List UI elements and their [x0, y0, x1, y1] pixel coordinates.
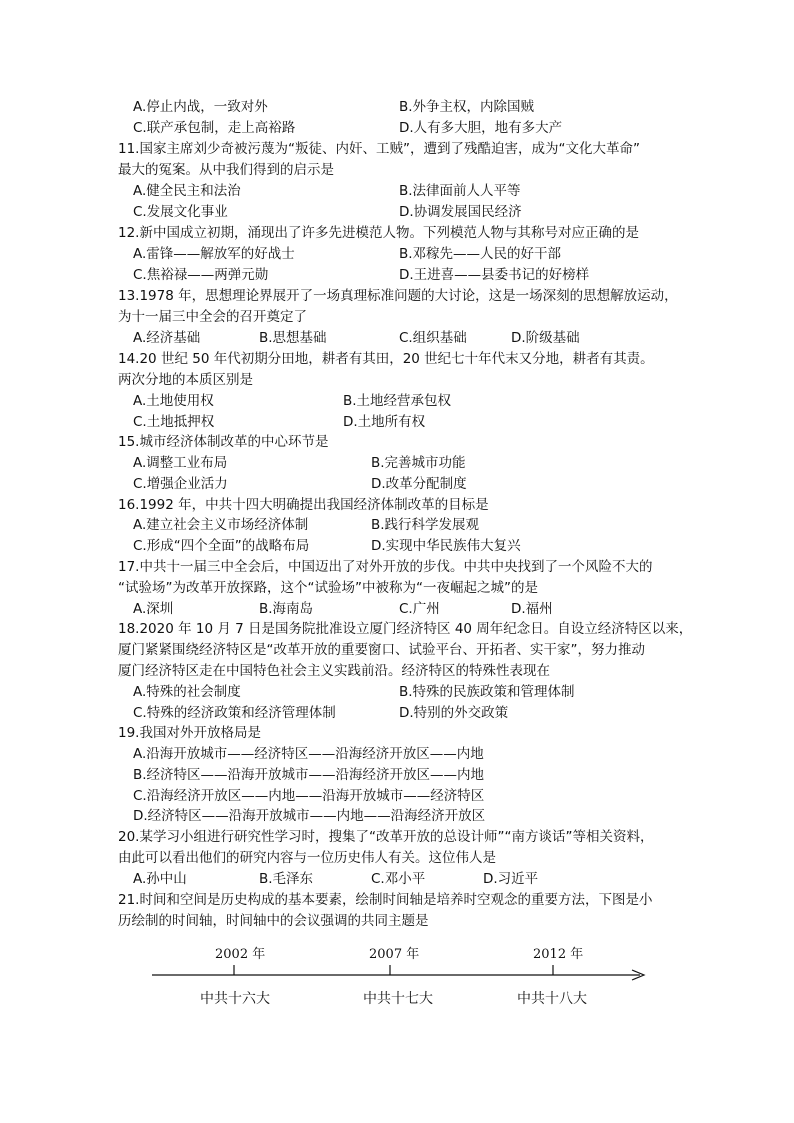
q16-stem-line-1: 16.1992 年，中共十四大明确提出我国经济体制改革的目标是 [118, 497, 489, 513]
q14-option-d: D.土地所有权 [343, 414, 426, 430]
q15-option-b: B.完善城市功能 [371, 455, 466, 471]
q18-option-b: B.特殊的民族政策和管理体制 [399, 684, 575, 700]
q19-option-a: A.沿海开放城市——经济特区——沿海经济开放区——内地 [133, 746, 484, 762]
q14-stem-line-1: 14.20 世纪 50 年代初期分田地，耕者有其田，20 世纪七十年代末又分地，耕者有其责。 [118, 351, 654, 367]
q11-option-a: A.健全民主和法治 [133, 183, 241, 199]
q18-option-c: C.特殊的经济政策和经济管理体制 [133, 705, 336, 721]
q18-option-a: A.特殊的社会制度 [133, 684, 241, 700]
q18-stem-line-3: 厦门经济特区走在中国特色社会主义实践前沿。经济特区的特殊性表现在 [118, 663, 550, 679]
q21-stem-line-2: 历绘制的时间轴，时间轴中的会议强调的共同主题是 [118, 913, 429, 929]
q11-stem-line-1: 11.国家主席刘少奇被污蔑为“叛徒、内奸、工贼”，遭到了残酷迫害，成为“文化大革命” [118, 141, 640, 157]
q19-stem-line-1: 19.我国对外开放格局是 [118, 725, 261, 741]
timeline-year-2002: 2002 年 [215, 947, 266, 962]
q16-option-b: B.践行科学发展观 [371, 517, 480, 533]
timeline-event-17th-congress: 中共十七大 [363, 991, 433, 1007]
q10-option-d: D.人有多大胆，地有多大产 [399, 120, 563, 136]
q12-stem-line-1: 12.新中国成立初期，涌现出了许多先进模范人物。下列模范人物与其称号对应正确的是 [118, 225, 639, 241]
q14-option-a: A.土地使用权 [133, 393, 214, 409]
q16-option-a: A.建立社会主义市场经济体制 [133, 517, 309, 533]
timeline-year-2007: 2007 年 [369, 947, 420, 962]
timeline-event-16th-congress: 中共十六大 [200, 991, 270, 1007]
q16-option-d: D.实现中华民族伟大复兴 [371, 538, 521, 554]
q17-option-b: B.海南岛 [259, 601, 314, 617]
q11-stem-line-2: 最大的冤案。从中我们得到的启示是 [118, 162, 334, 178]
q15-option-c: C.增强企业活力 [133, 476, 228, 492]
q13-stem-line-1: 13.1978 年，思想理论界展开了一场真理标准问题的大讨论，这是一场深刻的思想解放运动， [118, 288, 678, 304]
q11-option-d: D.协调发展国民经济 [399, 204, 522, 220]
q11-option-c: C.发展文化事业 [133, 204, 228, 220]
q16-option-c: C.形成“四个全面”的战略布局 [133, 538, 310, 554]
q14-option-b: B.土地经营承包权 [343, 393, 452, 409]
q17-stem-line-2: “试验场”为改革开放探路，这个“试验场”中被称为“一夜崛起之城”的是 [118, 580, 538, 596]
q17-option-c: C.广州 [399, 601, 440, 617]
q19-option-b: B.经济特区——沿海开放城市——沿海经济开放区——内地 [133, 767, 485, 783]
q18-stem-line-2: 厦门紧紧围绕经济特区是“改革开放的重要窗口、试验平台、开拓者、实干家”，努力推动 [118, 642, 645, 658]
q19-option-d: D.经济特区——沿海开放城市——内地——沿海经济开放区 [133, 808, 486, 824]
q20-option-a: A.孙中山 [133, 871, 187, 887]
q17-option-d: D.福州 [511, 601, 553, 617]
q13-option-a: A.经济基础 [133, 330, 201, 346]
q21-stem-line-1: 21.时间和空间是历史构成的基本要素，绘制时间轴是培养时空观念的重要方法，下图是小 [118, 892, 653, 908]
q13-option-b: B.思想基础 [259, 330, 327, 346]
q15-stem-line-1: 15.城市经济体制改革的中心环节是 [118, 434, 329, 450]
q20-stem-line-1: 20.某学习小组进行研究性学习时，搜集了“改革开放的总设计师”“南方谈话”等相关资料， [118, 829, 654, 845]
q12-option-b: B.邓稼先——人民的好干部 [399, 246, 562, 262]
q11-option-b: B.法律面前人人平等 [399, 183, 521, 199]
q10-option-c: C.联产承包制，走上高裕路 [133, 120, 296, 136]
q15-option-d: D.改革分配制度 [371, 476, 467, 492]
q20-option-d: D.习近平 [483, 871, 539, 887]
timeline-year-2012: 2012 年 [533, 947, 584, 962]
q12-option-d: D.王进喜——县委书记的好榜样 [399, 267, 590, 283]
q20-option-c: C.邓小平 [371, 871, 426, 887]
q14-option-c: C.土地抵押权 [133, 414, 215, 430]
timeline-event-18th-congress: 中共十八大 [517, 991, 587, 1007]
q15-option-a: A.调整工业布局 [133, 455, 228, 471]
q13-stem-line-2: 为十一届三中全会的召开奠定了 [118, 309, 307, 325]
q17-option-a: A.深圳 [133, 601, 174, 617]
q18-stem-line-1: 18.2020 年 10 月 7 日是国务院批准设立厦门经济特区 40 周年纪念日。自设立经济特区以来， [118, 621, 693, 637]
q10-option-b: B.外争主权，内除国贼 [399, 99, 535, 115]
q20-stem-line-2: 由此可以看出他们的研究内容与一位历史伟人有关。这位伟人是 [118, 850, 496, 866]
q17-stem-line-1: 17.中共十一届三中全会后，中国迈出了对外开放的步伐。中共中央找到了一个风险不大的 [118, 559, 653, 575]
q12-option-c: C.焦裕禄——两弹元勋 [133, 267, 269, 283]
q19-option-c: C.沿海经济开放区——内地——沿海开放城市——经济特区 [133, 788, 485, 804]
q12-option-a: A.雷锋——解放军的好战士 [133, 246, 295, 262]
q20-option-b: B.毛泽东 [259, 871, 314, 887]
q13-option-c: C.组织基础 [399, 330, 467, 346]
q13-option-d: D.阶级基础 [511, 330, 580, 346]
q14-stem-line-2: 两次分地的本质区别是 [118, 372, 253, 388]
q10-option-a: A.停止内战，一致对外 [133, 99, 268, 115]
q18-option-d: D.特别的外交政策 [399, 705, 509, 721]
